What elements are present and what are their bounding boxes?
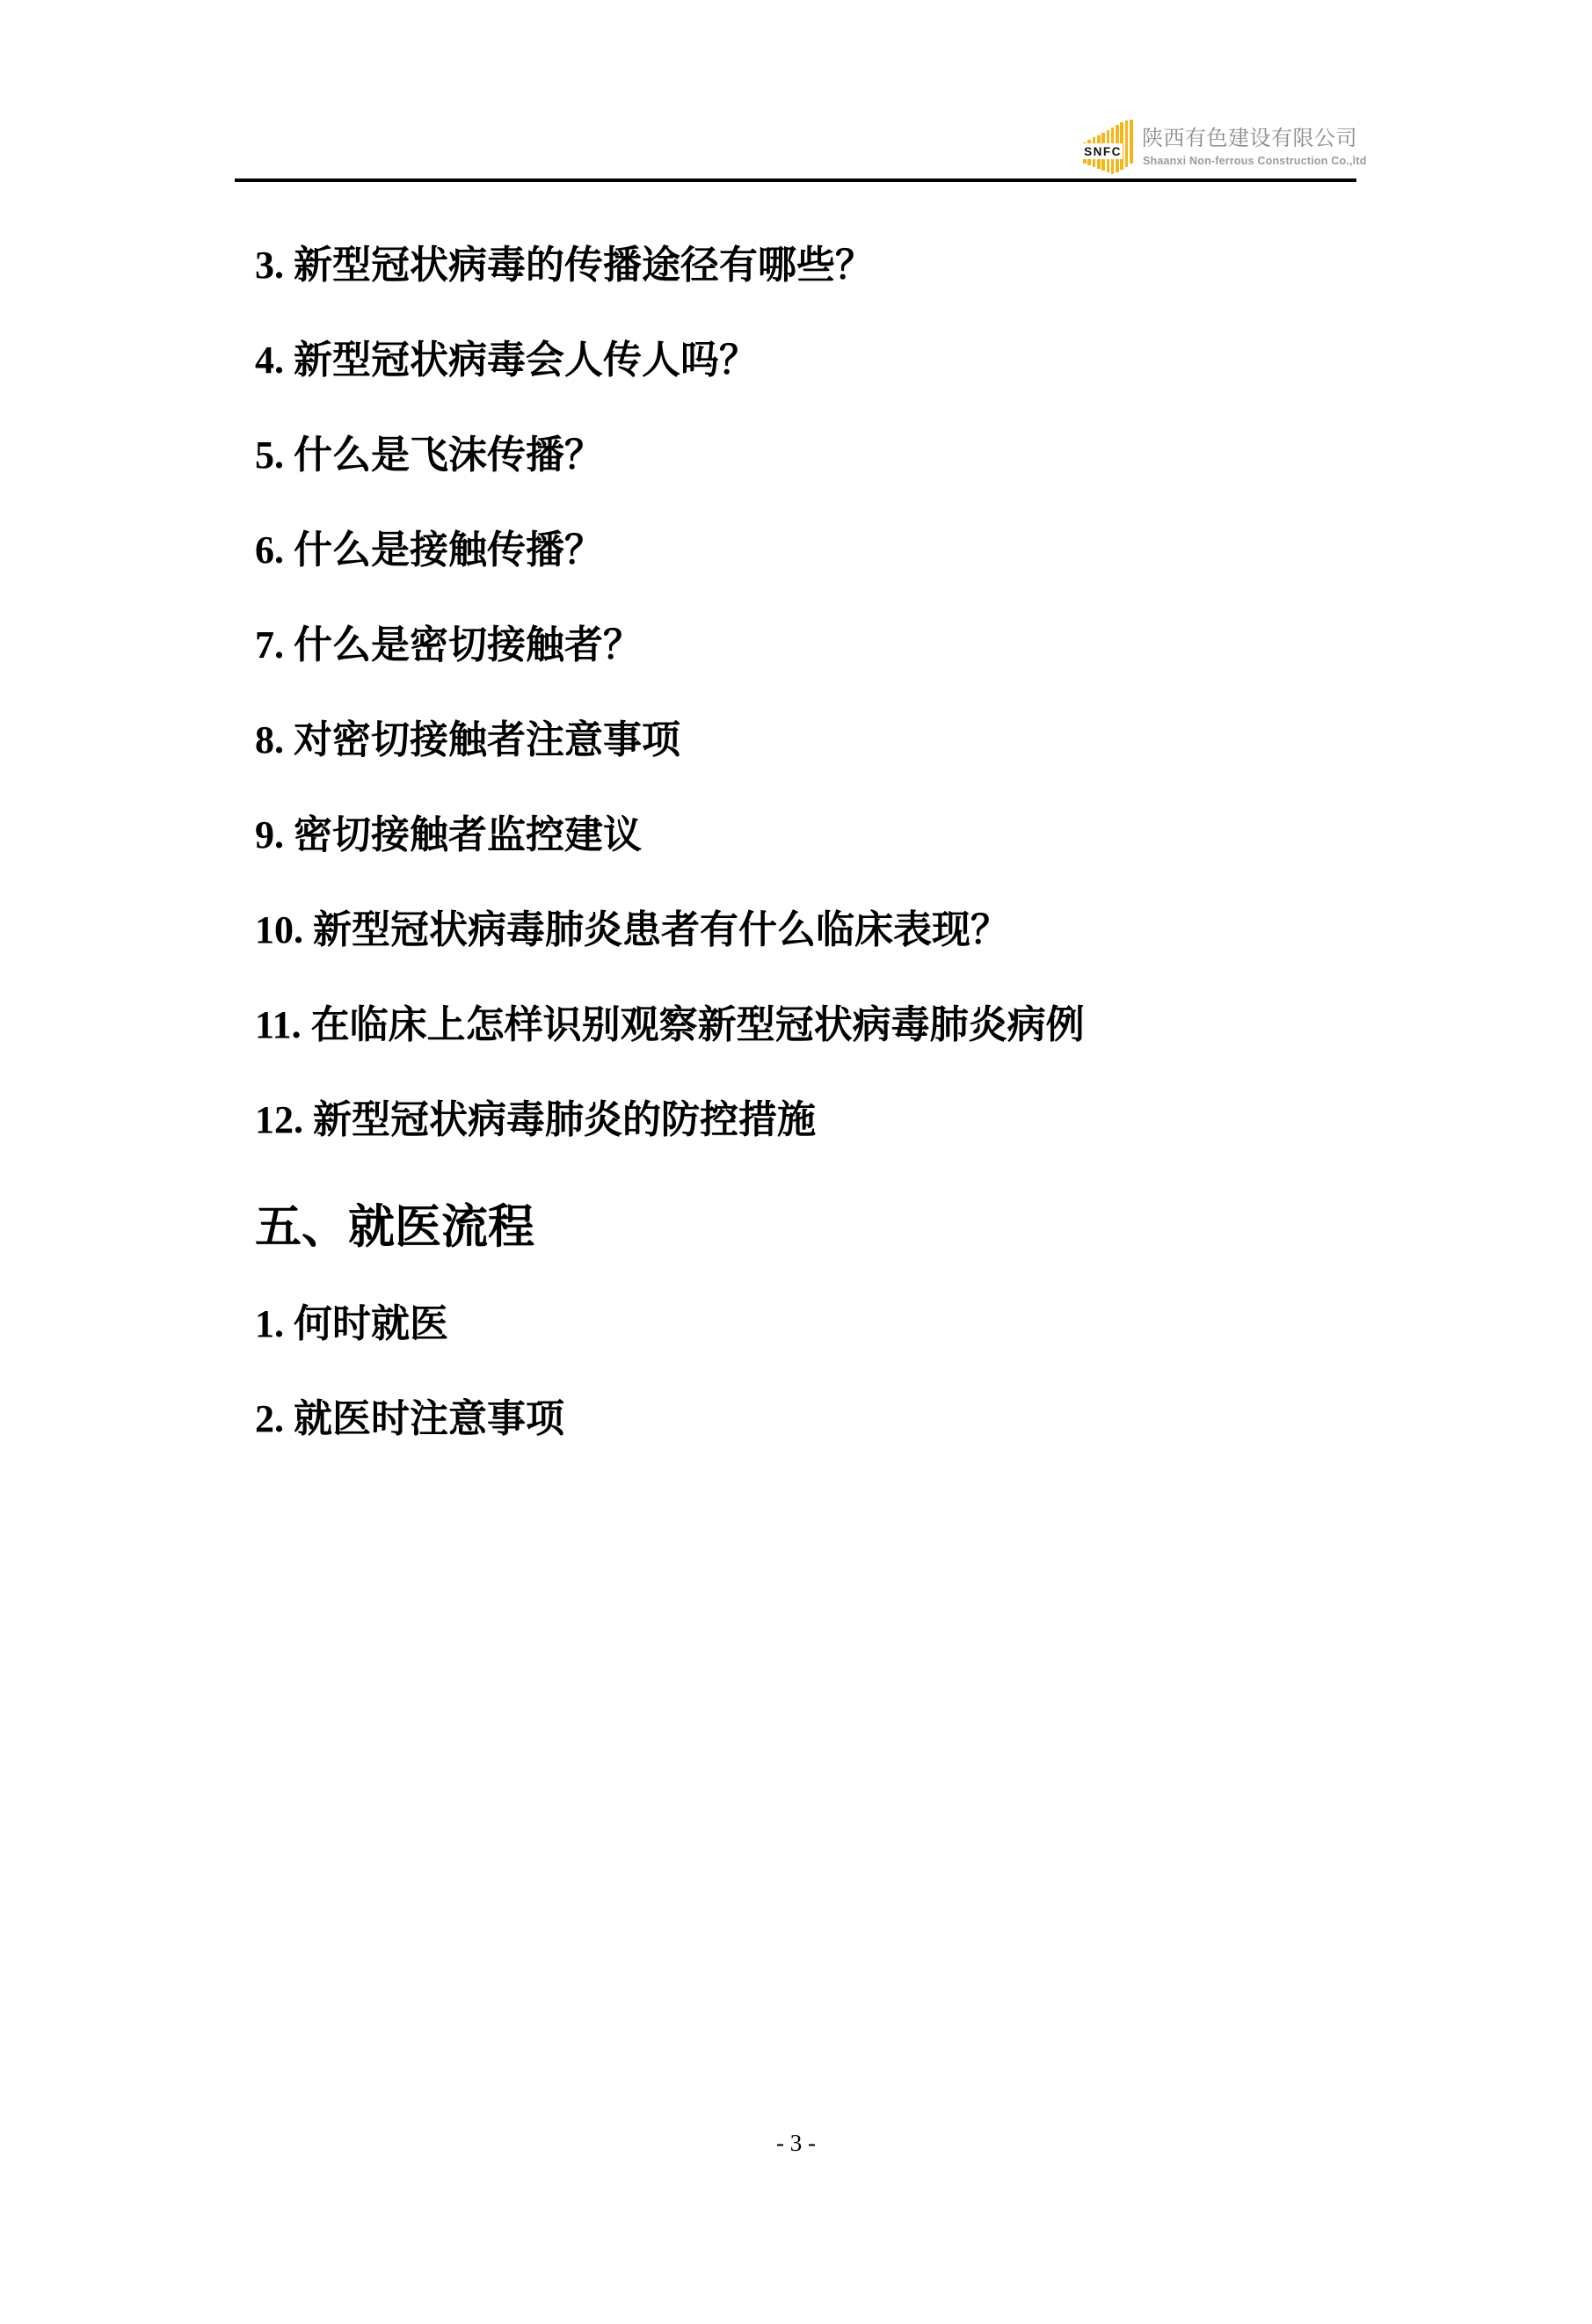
toc-item: 5. 什么是飞沫传播？ <box>255 433 603 477</box>
company-name-zh: 陕西有色建设有限公司 <box>1142 127 1357 150</box>
logo-abbr: SNFC <box>1084 144 1122 158</box>
logo-abbr-band <box>1083 143 1123 159</box>
toc-item: 10. 新型冠状病毒肺炎患者有什么临床表现？ <box>255 908 1009 951</box>
toc-item: 8. 对密切接触者注意事项 <box>255 718 680 761</box>
toc-item: 4. 新型冠状病毒会人传人吗？ <box>255 339 758 382</box>
toc-item: 3. 新型冠状病毒的传播途径有哪些？ <box>255 244 874 287</box>
toc-item: 1. 何时就医 <box>255 1302 448 1345</box>
section-heading: 五、就医流程 <box>255 1202 534 1253</box>
toc-item: 7. 什么是密切接触者？ <box>255 623 642 667</box>
snfc-logo-icon <box>1083 120 1136 176</box>
toc-item: 2. 就医时注意事项 <box>255 1397 564 1440</box>
toc-item: 12. 新型冠状病毒肺炎的防控措施 <box>255 1098 816 1141</box>
toc-item: 11. 在临床上怎样识别观察新型冠状病毒肺炎病例 <box>255 1003 1085 1046</box>
toc-item: 6. 什么是接触传播？ <box>255 528 603 572</box>
header-rule <box>235 178 1356 182</box>
page-number: - 3 - <box>776 2130 816 2156</box>
toc-item: 9. 密切接触者监控建议 <box>255 813 642 856</box>
toc-list <box>255 246 1486 1495</box>
company-name-en: Shaanxi Non-ferrous Construction Co.,ltd <box>1143 155 1367 167</box>
